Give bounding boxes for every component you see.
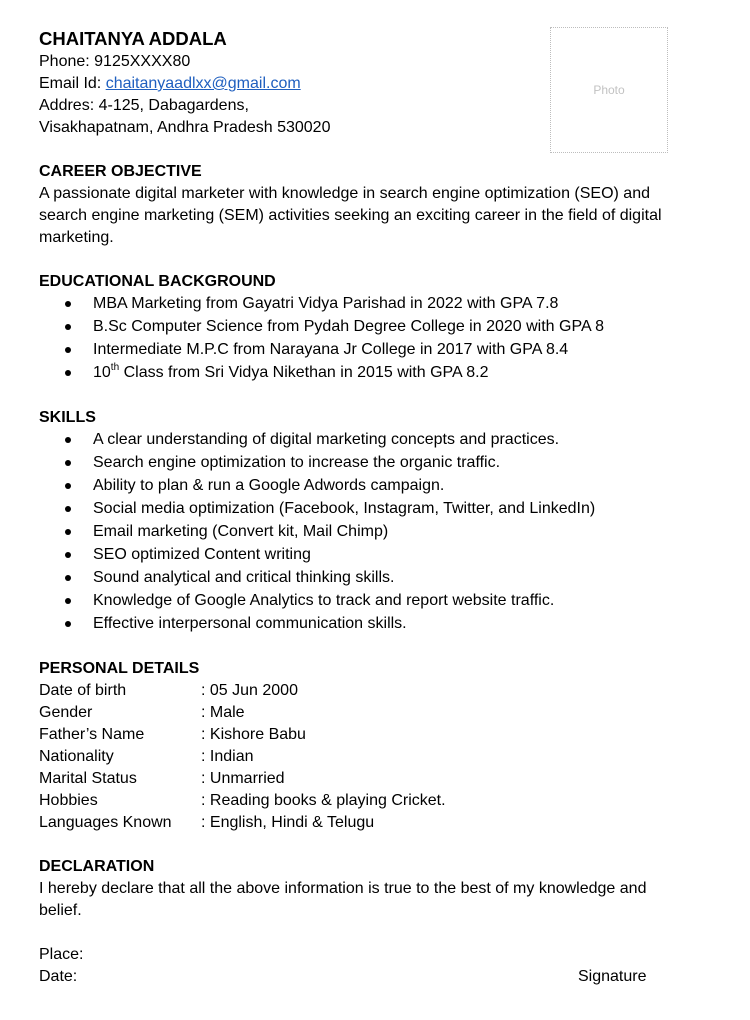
list-item — [39, 567, 709, 590]
detail-value: : Kishore Babu — [201, 726, 306, 743]
bullet-icon — [65, 552, 71, 558]
phone-line — [39, 51, 709, 73]
detail-label: Gender — [39, 704, 93, 721]
date-signature-row — [39, 966, 709, 988]
place-label: Place: — [39, 946, 84, 963]
list-item — [39, 452, 709, 475]
detail-label: Father’s Name — [39, 726, 145, 743]
skill-text: Search engine optimization to increase the organic traffic. — [93, 454, 501, 471]
bullet-icon — [65, 621, 71, 627]
detail-value: : 05 Jun 2000 — [201, 682, 298, 699]
date-label: Date: — [39, 968, 78, 985]
email-label: Email Id: — [39, 75, 106, 92]
declaration-line-1: I hereby declare that all the above information is true to the best of my knowledge and — [39, 880, 647, 897]
signature-label: Signature — [578, 968, 647, 985]
skill-text: Social media optimization (Facebook, Instagram, Twitter, and LinkedIn) — [93, 500, 596, 517]
detail-label: Hobbies — [39, 792, 98, 809]
personal-details-heading: PERSONAL DETAILS — [39, 660, 200, 677]
detail-row-father — [39, 724, 709, 746]
skill-text: Knowledge of Google Analytics to track and report website traffic. — [93, 592, 555, 609]
detail-value: : Unmarried — [201, 770, 285, 787]
education-item-text: MBA Marketing from Gayatri Vidya Parishad in 2022 with GPA 7.8 — [93, 295, 559, 312]
education-heading: EDUCATIONAL BACKGROUND — [39, 273, 276, 290]
bullet-icon — [65, 506, 71, 512]
skills-heading: SKILLS — [39, 409, 96, 426]
bullet-icon — [65, 460, 71, 466]
education-item-prefix: 10 — [93, 364, 111, 381]
list-item — [39, 362, 709, 385]
list-item — [39, 293, 709, 316]
detail-row-gender — [39, 702, 709, 724]
bullet-icon — [65, 529, 71, 535]
detail-row-nationality — [39, 746, 709, 768]
detail-label: Languages Known — [39, 814, 172, 831]
skill-text: A clear understanding of digital marketing concepts and practices. — [93, 431, 560, 448]
skill-text: Ability to plan & run a Google Adwords campaign. — [93, 477, 445, 494]
address-line-2: Visakhapatnam, Andhra Pradesh 530020 — [39, 119, 331, 136]
detail-label: Date of birth — [39, 682, 127, 699]
skill-text: Email marketing (Convert kit, Mail Chimp) — [93, 523, 389, 540]
list-item — [39, 339, 709, 362]
detail-value: : Reading books & playing Cricket. — [201, 792, 446, 809]
address-line-1: Addres: 4-125, Dabagardens, — [39, 97, 249, 114]
objective-line-3: marketing. — [39, 229, 114, 246]
email-line — [39, 73, 709, 95]
list-item — [39, 613, 709, 636]
skills-list — [39, 429, 709, 636]
list-item — [39, 521, 709, 544]
education-item-text: B.Sc Computer Science from Pydah Degree College in 2020 with GPA 8 — [93, 318, 605, 335]
education-item-text: Class from Sri Vidya Nikethan in 2015 with GPA 8.2 — [119, 364, 489, 381]
email-link[interactable]: chaitanyaadlxx@gmail.com — [105, 75, 301, 92]
bullet-icon — [65, 324, 71, 330]
education-item-text: Intermediate M.P.C from Narayana Jr College in 2017 with GPA 8.4 — [93, 341, 569, 358]
detail-label: Marital Status — [39, 770, 137, 787]
list-item — [39, 498, 709, 521]
bullet-icon — [65, 598, 71, 604]
detail-row-dob — [39, 680, 709, 702]
bullet-icon — [65, 575, 71, 581]
bullet-icon — [65, 347, 71, 353]
phone-number: 9125XXXX80 — [94, 53, 191, 70]
list-item — [39, 316, 709, 339]
detail-value: : Indian — [201, 748, 254, 765]
objective-line-2: search engine marketing (SEM) activities seeking an exciting career in the field of digital — [39, 207, 662, 224]
skill-text: Effective interpersonal communication skills. — [93, 615, 407, 632]
photo-placeholder-label: Photo — [593, 83, 625, 97]
declaration-line-2: belief. — [39, 902, 82, 919]
candidate-name: CHAITANYA ADDALA — [39, 28, 227, 49]
skill-text: Sound analytical and critical thinking skills. — [93, 569, 395, 586]
list-item — [39, 429, 709, 452]
detail-value: : English, Hindi & Telugu — [201, 814, 375, 831]
bullet-icon — [65, 301, 71, 307]
education-item-superscript: th — [110, 361, 120, 373]
detail-row-marital — [39, 768, 709, 790]
resume-page — [39, 27, 709, 988]
bullet-icon — [65, 370, 71, 376]
detail-row-languages — [39, 812, 709, 834]
objective-line-1: A passionate digital marketer with knowledge in search engine optimization (SEO) and — [39, 185, 650, 202]
declaration-heading: DECLARATION — [39, 858, 155, 875]
list-item — [39, 590, 709, 613]
detail-value: : Male — [201, 704, 245, 721]
bullet-icon — [65, 483, 71, 489]
career-objective-heading: CAREER OBJECTIVE — [39, 163, 202, 180]
phone-label: Phone: — [39, 53, 95, 70]
bullet-icon — [65, 437, 71, 443]
list-item — [39, 544, 709, 567]
list-item — [39, 475, 709, 498]
education-list — [39, 293, 709, 385]
detail-row-hobbies — [39, 790, 709, 812]
detail-label: Nationality — [39, 748, 114, 765]
skill-text: SEO optimized Content writing — [93, 546, 311, 563]
